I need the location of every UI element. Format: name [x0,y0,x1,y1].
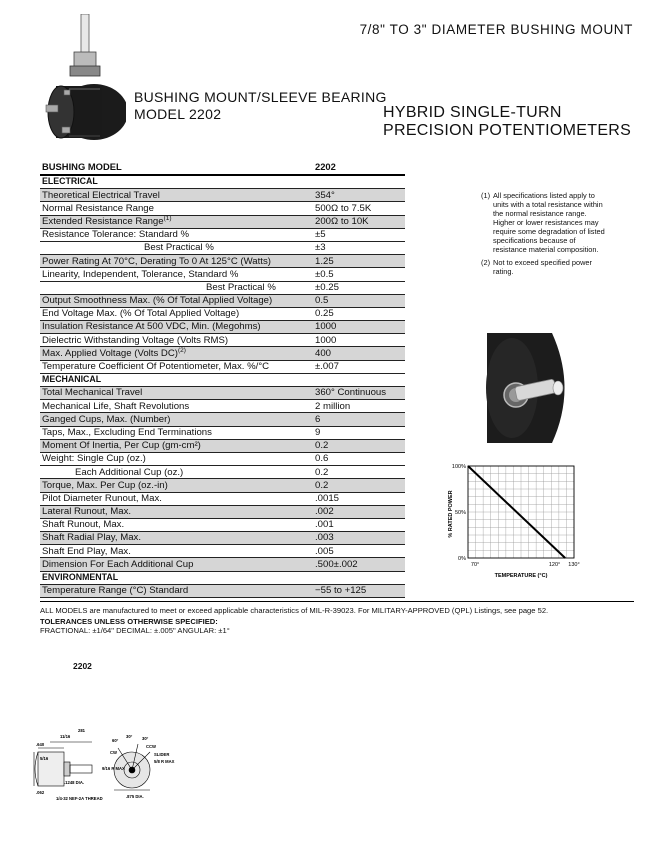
dim-label-5-16: 5/16 [40,756,49,761]
spec-value: 200Ω to 10K [313,215,405,228]
spec-label-text: Taps, Max., Excluding End Terminations [42,426,212,438]
spec-row [40,558,405,571]
spec-label-text: Insulation Resistance At 500 VDC, Min. (Megohms) [42,321,261,333]
dimension-drawing [30,718,195,803]
spec-value: 400 [313,347,405,360]
spec-row [40,255,405,268]
spec-value: ±3 [313,241,405,254]
drawing-model-number: 2202 [73,661,92,671]
spec-label-text: Pilot Diameter Runout, Max. [42,492,162,504]
spec-value: 354° [313,189,405,202]
spec-value: 6 [313,413,405,426]
spec-section-row [40,571,405,584]
spec-label-text: Best Practical % [144,242,214,254]
spec-value [313,571,405,584]
subtitle-line2: MODEL 2202 [134,106,222,122]
spec-label [40,255,313,268]
spec-row [40,281,405,294]
spec-label [40,241,313,254]
spec-value: 360° Continuous [313,387,405,400]
spec-value: 500Ω to 7.5K [313,202,405,215]
spec-row [40,307,405,320]
spec-label-text: Mechanical Life, Shaft Revolutions [42,400,190,412]
spec-label [40,518,313,531]
dim-label-281: 281 [78,728,85,733]
spec-label [40,202,313,215]
footer-military-note: ALL MODELS are manufactured to meet or exceed applicable characteristics of MIL-R-39023. For MILITARY-APPROVED (QPL) Listings, see page 52. [40,606,549,615]
spec-value: ±0.25 [313,281,405,294]
spec-label [40,281,313,294]
spec-label-text: Total Mechanical Travel [42,387,143,399]
spec-value: 0.2 [313,439,405,452]
spec-row [40,584,405,597]
spec-label-text: Dielectric Withstanding Voltage (Volts RMS) [42,334,229,346]
spec-row [40,202,405,215]
spec-value: 1000 [313,321,405,334]
potentiometer-photo [482,333,577,443]
spec-value: 1000 [313,334,405,347]
spec-label [40,360,313,373]
spec-label-text: Moment Of Inertia, Per Cup (gm-cm²) [42,440,201,452]
spec-label-text: Linearity, Independent, Tolerance, Standard % [42,268,239,280]
spec-row [40,439,405,452]
spec-label-text: Shaft End Play, Max. [42,545,131,557]
spec-label-text: Best Practical % [206,281,276,293]
spec-row [40,387,405,400]
spec-label-text: Weight: Single Cup (oz.) [42,453,146,465]
spec-value: .005 [313,545,405,558]
chart-x-tick-label: 120° [548,562,561,568]
product-title-line1: HYBRID SINGLE-TURN [383,104,562,121]
spec-row [40,241,405,254]
spec-label [40,400,313,413]
section-divider [40,601,634,602]
spec-label-text: Dimension For Each Additional Cup [42,558,194,570]
chart-xlabel: TEMPERATURE (°C) [494,573,548,579]
dim-label-640: .640 [36,742,45,747]
derating-chart [446,460,586,582]
dim-label-slider: SLIDER [154,752,170,757]
spec-row [40,215,405,228]
spec-value: 0.2 [313,479,405,492]
spec-value: ±.007 [313,360,405,373]
spec-label [40,492,313,505]
spec-row [40,505,405,518]
model-subtitle [134,89,387,123]
spec-label [40,466,313,479]
spec-row [40,189,405,202]
dim-label-30deg-a: 30° [126,734,133,739]
spec-label [40,413,313,426]
dim-label-30deg-b: 30° [142,736,149,741]
spec-row [40,479,405,492]
spec-row [40,532,405,545]
footnote-1 [481,191,609,254]
spec-value: 0.25 [313,307,405,320]
footer-tolerances-heading: TOLERANCES UNLESS OTHERWISE SPECIFIED: [40,617,218,626]
footnote-1-number: (1) [481,191,491,200]
spec-label [40,545,313,558]
spec-header-label: BUSHING MODEL [40,160,313,175]
spec-label [40,584,313,597]
spec-label-text: Power Rating At 70°C, Derating To 0 At 125°C (Watts) [42,255,271,267]
footnote-2-number: (2) [481,258,491,267]
spec-label-text: ENVIRONMENTAL [42,572,119,583]
spec-table [40,160,405,598]
dim-label-11-16: 11/16 [60,734,71,739]
spec-row [40,400,405,413]
spec-label-text: Ganged Cups, Max. (Number) [42,413,171,425]
spec-footnote-ref: (2) [177,346,186,354]
chart-x-tick-label: 70° [470,562,480,568]
spec-value: 0.2 [313,466,405,479]
spec-value: ±0.5 [313,268,405,281]
dim-label-875-dia: .875 DIA. [126,794,144,799]
spec-value: 0.6 [313,452,405,465]
spec-value: −55 to +125 [313,584,405,597]
spec-value: 9 [313,426,405,439]
footnote-2 [481,258,609,276]
spec-label-text: Theoretical Electrical Travel [42,189,160,201]
spec-row [40,294,405,307]
spec-label [40,452,313,465]
spec-value: .002 [313,505,405,518]
spec-value [313,373,405,386]
spec-label [40,334,313,347]
spec-label-text: Resistance Tolerance: Standard % [42,229,190,241]
spec-section-title [40,373,313,386]
spec-label [40,532,313,545]
spec-value: .001 [313,518,405,531]
chart-y-tick-label: 0% [458,556,466,562]
spec-label [40,228,313,241]
spec-value [313,175,405,189]
spec-value: ±5 [313,228,405,241]
spec-label-text: Max. Applied Voltage (Volts DC) [42,347,178,359]
spec-value: .0015 [313,492,405,505]
product-title [383,104,631,140]
spec-section-row [40,175,405,189]
dim-label-5-8-r-max: 5/8 R MAX [154,759,175,764]
spec-row [40,413,405,426]
spec-row [40,347,405,360]
spec-value: 2 million [313,400,405,413]
spec-label-text: Torque, Max. Per Cup (oz.-in) [42,479,168,491]
dim-label-1248-dia: .1248 DIA. [64,780,85,785]
dim-label-062: .062 [36,790,45,795]
spec-label [40,294,313,307]
footer-tolerances-values: FRACTIONAL: ±1/64" DECIMAL: ±.005" ANGULAR: ±1° [40,626,230,635]
spec-label-text: Output Smoothness Max. (% Of Total Applied Voltage) [42,295,273,307]
spec-value: .500±.002 [313,558,405,571]
spec-row [40,321,405,334]
spec-row [40,334,405,347]
dim-label-cw: CW [110,750,117,755]
spec-label-text: MECHANICAL [42,374,102,385]
spec-row [40,360,405,373]
spec-label-text: Temperature Range (°C) Standard [42,585,189,597]
dim-label-thread: 1/4-32 NEF-2A THREAD [56,796,103,801]
spec-label [40,439,313,452]
spec-row [40,518,405,531]
spec-label [40,189,313,202]
spec-row [40,545,405,558]
spec-label-text: Lateral Runout, Max. [42,506,132,518]
spec-label-text: Each Additional Cup (oz.) [75,466,184,478]
spec-value: 0.5 [313,294,405,307]
spec-label-text: Extended Resistance Range [42,215,164,227]
spec-label-text: End Voltage Max. (% Of Total Applied Voltage) [42,308,240,320]
spec-label [40,347,313,360]
spec-row [40,466,405,479]
dim-label-60deg: 60° [112,738,119,743]
spec-label [40,426,313,439]
spec-header-value: 2202 [313,160,405,175]
spec-label-text: Temperature Coefficient Of Potentiometer, Max. %/°C [42,361,270,373]
spec-row [40,492,405,505]
chart-y-tick-label: 100% [451,464,466,470]
spec-row [40,426,405,439]
spec-header-row [40,160,405,175]
chart-x-tick-label: 130° [568,562,580,568]
footnotes [481,191,609,280]
product-title-line2: PRECISION POTENTIOMETERS [383,122,632,139]
spec-section-title [40,175,313,189]
spec-label-text: ELECTRICAL [42,176,98,187]
spec-label-text: Shaft Runout, Max. [42,519,125,531]
spec-label [40,321,313,334]
spec-label [40,387,313,400]
spec-label-text: Shaft Radial Play, Max. [42,532,142,544]
spec-row [40,228,405,241]
spec-label [40,215,313,228]
spec-value: .003 [313,532,405,545]
spec-label [40,268,313,281]
spec-section-title [40,571,313,584]
spec-value: 1.25 [313,255,405,268]
page-top-title: 7/8" TO 3" DIAMETER BUSHING MOUNT [359,22,633,37]
subtitle-line1: BUSHING MOUNT/SLEEVE BEARING [134,89,387,105]
spec-row [40,268,405,281]
spec-label [40,558,313,571]
dim-label-9-16-r-max: 9/16 R MAX [102,766,125,771]
dim-label-ccw: CCW [146,744,157,749]
spec-section-row [40,373,405,386]
spec-footnote-ref: (1) [163,215,172,222]
spec-label-text: Normal Resistance Range [42,202,154,214]
chart-y-tick-label: 50% [454,510,466,516]
spec-label [40,479,313,492]
chart-ylabel: % RATED POWER [448,490,454,538]
spec-row [40,452,405,465]
spec-label [40,307,313,320]
potentiometer-product-image [34,14,126,142]
footnote-1-text: All specifications listed apply to units with a total resistance within the normal resistance range. Higher or lower resistances may require some degradation of listed specifications because of resistance material composition. [493,191,605,254]
footnote-2-text: Not to exceed specified power rating. [493,258,593,276]
spec-label [40,505,313,518]
